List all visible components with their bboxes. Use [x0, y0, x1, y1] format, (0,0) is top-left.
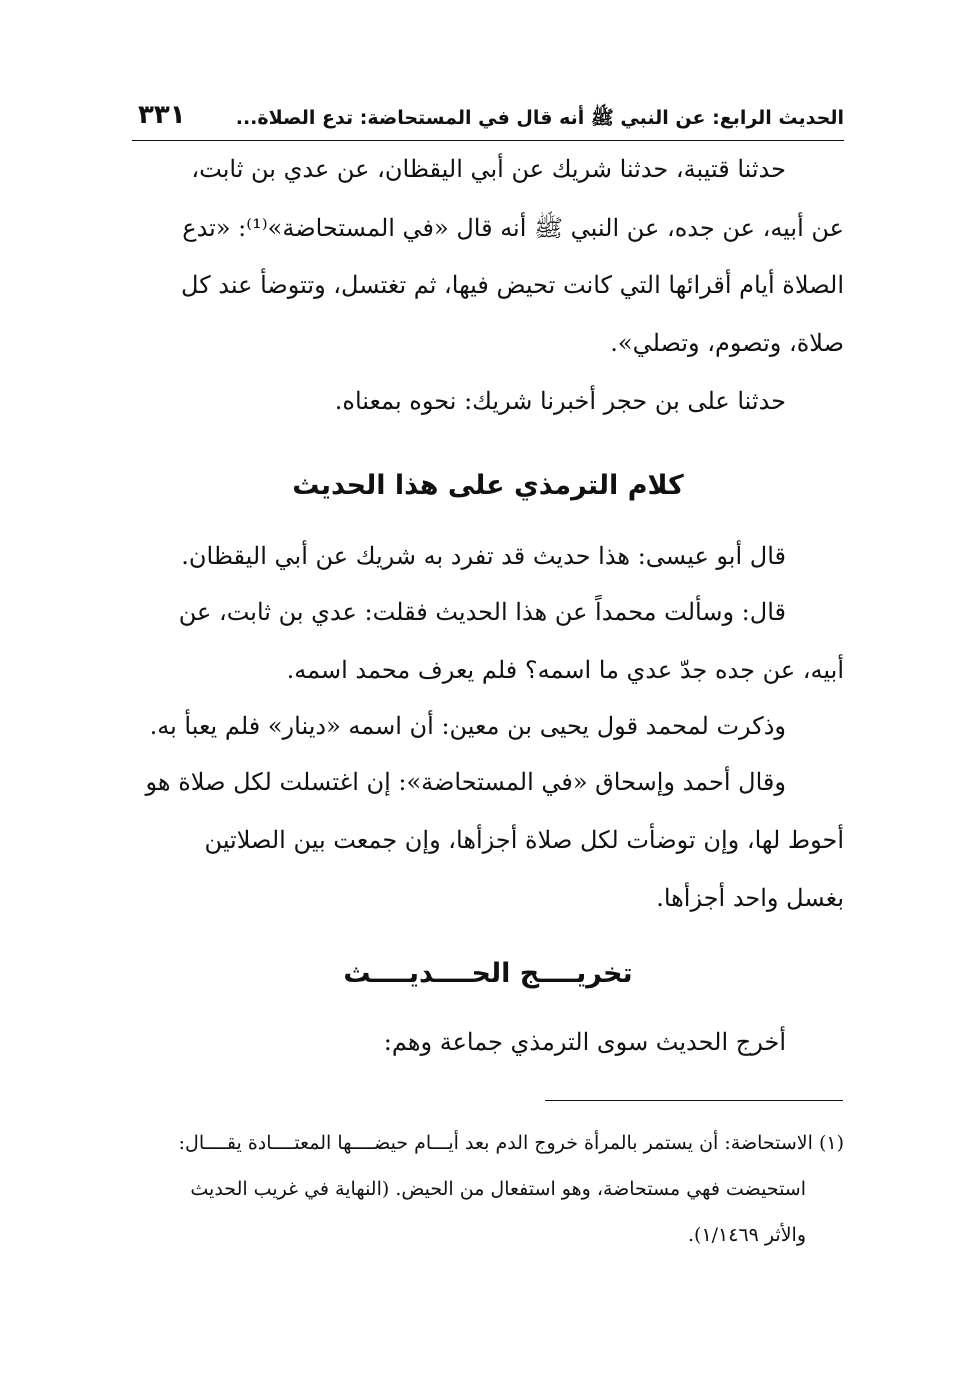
footnote-line: والأثر ١/١٤٦٩).	[688, 1224, 806, 1246]
text-line: وقال أحمد وإسحاق «في المستحاضة»: إن اغتسلت لكل صلاة هو	[145, 768, 786, 796]
text-line: أحوط لها، وإن توضأت لكل صلاة أجزأها، وإن جمعت بين الصلاتين	[204, 826, 844, 854]
footnote-separator	[545, 1100, 843, 1101]
text-line: عن أبيه، عن جده، عن النبي ﷺ أنه قال «في المستحاضة»⁽¹⁾: «تدع	[182, 214, 844, 242]
section-heading-tirmidhi-comment: كلام الترمذي على هذا الحديث	[292, 470, 684, 501]
text-line: أبيه، عن جده جدّ عدي ما اسمه؟ فلم يعرف محمد اسمه.	[286, 656, 844, 684]
section-heading-takhrij: تخريــــج الحــــديــــث	[343, 958, 633, 989]
text-line: أخرج الحديث سوى الترمذي جماعة وهم:	[383, 1028, 786, 1056]
text-line: حدثنا على بن حجر أخبرنا شريك: نحوه بمعناه.	[334, 387, 786, 415]
text-line: الصلاة أيام أقرائها التي كانت تحيض فيها، ثم تغتسل، وتتوضأ عند كل	[181, 271, 844, 299]
footnote-line: (١) الاستحاضة: أن يستمر بالمرأة خروج الدم بعد أيـــام حيضــــها المعتــــادة يقــــال:	[178, 1132, 844, 1154]
footnote-line: استحيضت فهي مستحاضة، وهو استفعال من الحيض. (النهاية في غريب الحديث	[190, 1178, 806, 1200]
running-title: الحديث الرابع: عن النبي ﷺ أنه قال في المستحاضة: تدع الصلاة...	[235, 107, 844, 129]
text-line: صلاة، وتصوم، وتصلي».	[610, 329, 844, 357]
text-line: حدثنا قتيبة، حدثنا شريك عن أبي اليقظان، عن عدي بن ثابت،	[191, 155, 786, 183]
page-header	[132, 100, 844, 141]
text-line: قال أبو عيسى: هذا حديث قد تفرد به شريك عن أبي اليقظان.	[181, 542, 786, 570]
text-line: وذكرت لمحمد قول يحيى بن معين: أن اسمه «دينار» فلم يعبأ به.	[149, 712, 786, 740]
text-line: قال: وسألت محمداً عن هذا الحديث فقلت: عدي بن ثابت، عن	[178, 598, 786, 626]
text-line: بغسل واحد أجزأها.	[656, 884, 844, 912]
page-number: ٣٣١	[138, 100, 186, 130]
